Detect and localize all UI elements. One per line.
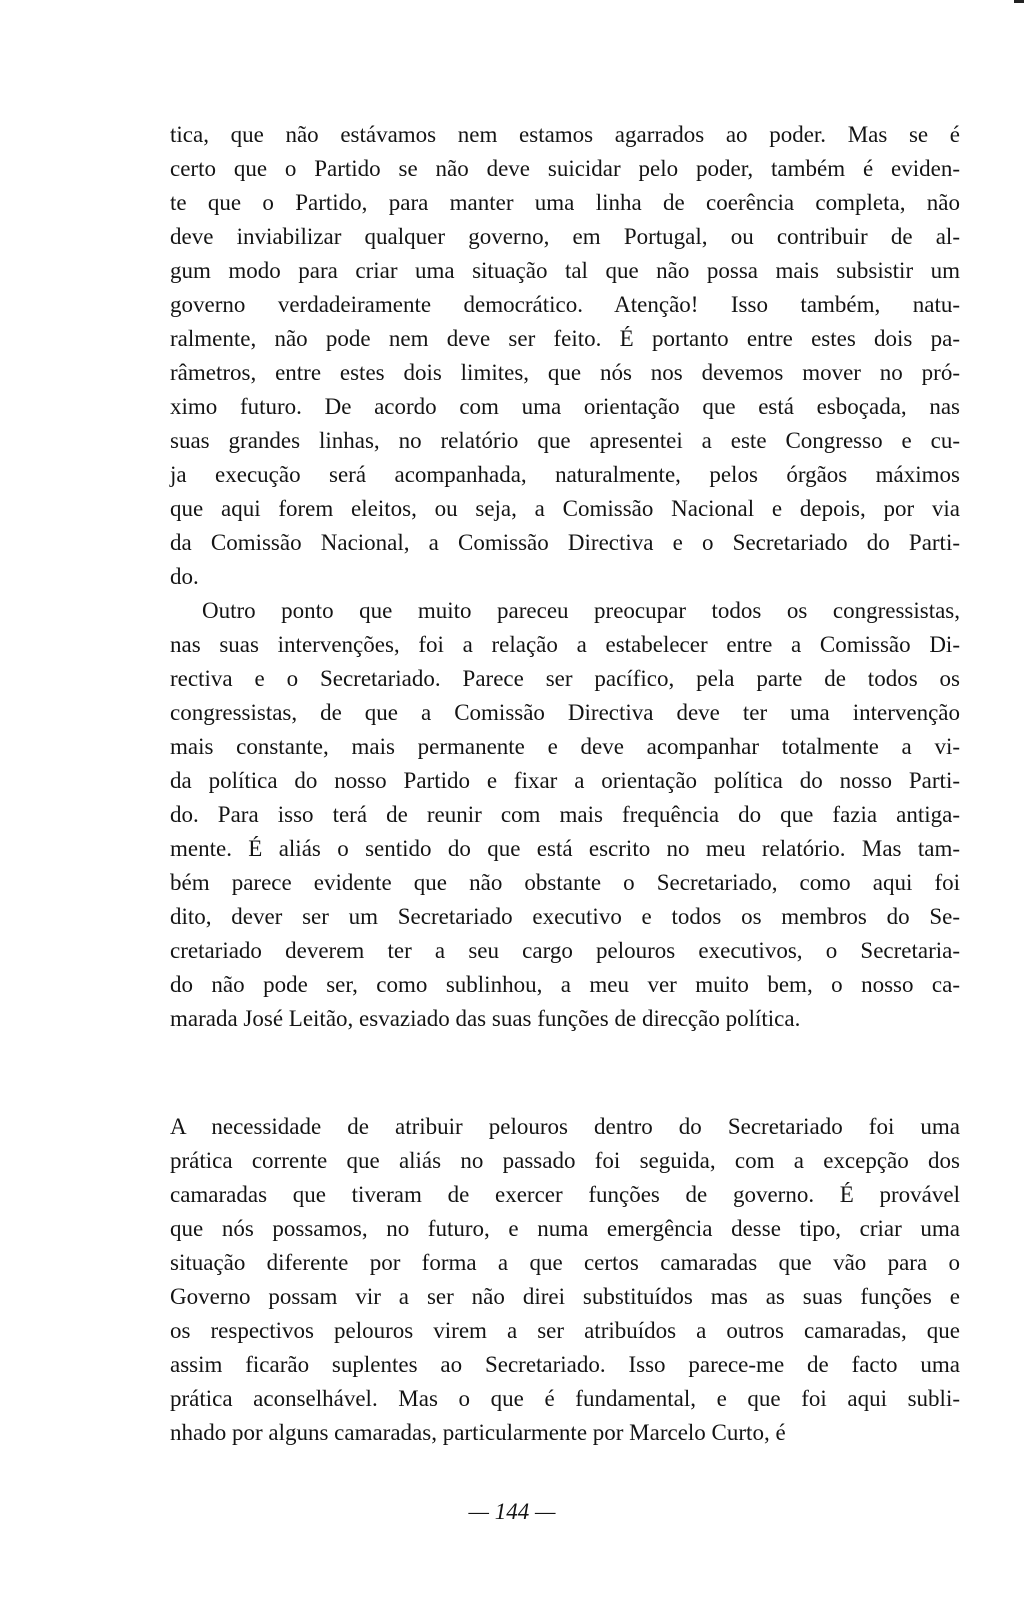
text-line: ximo futuro. De acordo com uma orientação que está esboçada, nas [170,394,960,419]
text-line: marada José Leitão, esvaziado das suas funções de direcção política. [170,1006,801,1031]
text-line: nhado por alguns camaradas, particularmente por Marcelo Curto, é [170,1420,786,1445]
text-line: mais constante, mais permanente e deve acompanhar totalmente a vi- [170,734,960,759]
text-line: assim ficarão suplentes ao Secretariado. Isso parece-me de facto uma [170,1352,960,1377]
text-line: Governo possam vir a ser não direi substituídos mas as suas funções e [170,1284,960,1309]
text-line: cretariado deverem ter a seu cargo pelouros executivos, o Secretaria- [170,938,960,963]
text-line: nas suas intervenções, foi a relação a estabelecer entre a Comissão Di- [170,632,960,657]
text-line: gum modo para criar uma situação tal que não possa mais subsistir um [170,258,960,283]
text-line: os respectivos pelouros virem a ser atribuídos a outros camaradas, que [170,1318,960,1343]
text-line: camaradas que tiveram de exercer funções de governo. É provável [170,1182,960,1207]
text-line: prática corrente que aliás no passado foi seguida, com a excepção dos [170,1148,960,1173]
text-line: ralmente, não pode nem deve ser feito. É portanto entre estes dois pa- [170,326,960,351]
text-line: da Comissão Nacional, a Comissão Directiva e o Secretariado do Parti- [170,530,960,555]
text-line: do. Para isso terá de reunir com mais frequência do que fazia antiga- [170,802,960,827]
paragraph-3 [170,1110,960,1450]
text-line: que aqui forem eleitos, ou seja, a Comissão Nacional e depois, por via [170,496,960,521]
text-line: te que o Partido, para manter uma linha de coerência completa, não [170,190,960,215]
text-block-bottom [170,1110,960,1450]
text-line: congressistas, de que a Comissão Directiva deve ter uma intervenção [170,700,960,725]
text-line: rectiva e o Secretariado. Parece ser pacífico, pela parte de todos os [170,666,960,691]
text-line: que nós possamos, no futuro, e numa emergência desse tipo, criar uma [170,1216,960,1241]
text-line: ja execução será acompanhada, naturalmente, pelos órgãos máximos [170,462,960,487]
scan-corner-mark [1014,0,1024,3]
text-line: suas grandes linhas, no relatório que apresentei a este Congresso e cu- [170,428,960,453]
text-block-top [170,118,960,1036]
text-line: governo verdadeiramente democrático. Atenção! Isso também, natu- [170,292,960,317]
text-line: bém parece evidente que não obstante o Secretariado, como aqui foi [170,870,960,895]
paragraph-1 [170,118,960,594]
text-line: Outro ponto que muito pareceu preocupar todos os congressistas, [202,598,960,623]
text-line: râmetros, entre estes dois limites, que nós nos devemos mover no pró- [170,360,960,385]
paragraph-2 [170,594,960,1036]
text-line: do não pode ser, como sublinhou, a meu ver muito bem, o nosso ca- [170,972,960,997]
text-line: do. [170,564,199,589]
text-line: dito, dever ser um Secretariado executivo e todos os membros do Se- [170,904,960,929]
text-line: deve inviabilizar qualquer governo, em Portugal, ou contribuir de al- [170,224,960,249]
text-line: prática aconselhável. Mas o que é fundamental, e que foi aqui subli- [170,1386,960,1411]
text-line: tica, que não estávamos nem estamos agarrados ao poder. Mas se é [170,122,960,147]
text-line: certo que o Partido se não deve suicidar pelo poder, também é eviden- [170,156,960,181]
page-number: — 144 — [468,1499,556,1524]
text-line: situação diferente por forma a que certos camaradas que vão para o [170,1250,960,1275]
text-line: A necessidade de atribuir pelouros dentro do Secretariado foi uma [170,1114,960,1139]
text-line: mente. É aliás o sentido do que está escrito no meu relatório. Mas tam- [170,836,960,861]
text-line: da política do nosso Partido e fixar a orientação política do nosso Parti- [170,768,960,793]
